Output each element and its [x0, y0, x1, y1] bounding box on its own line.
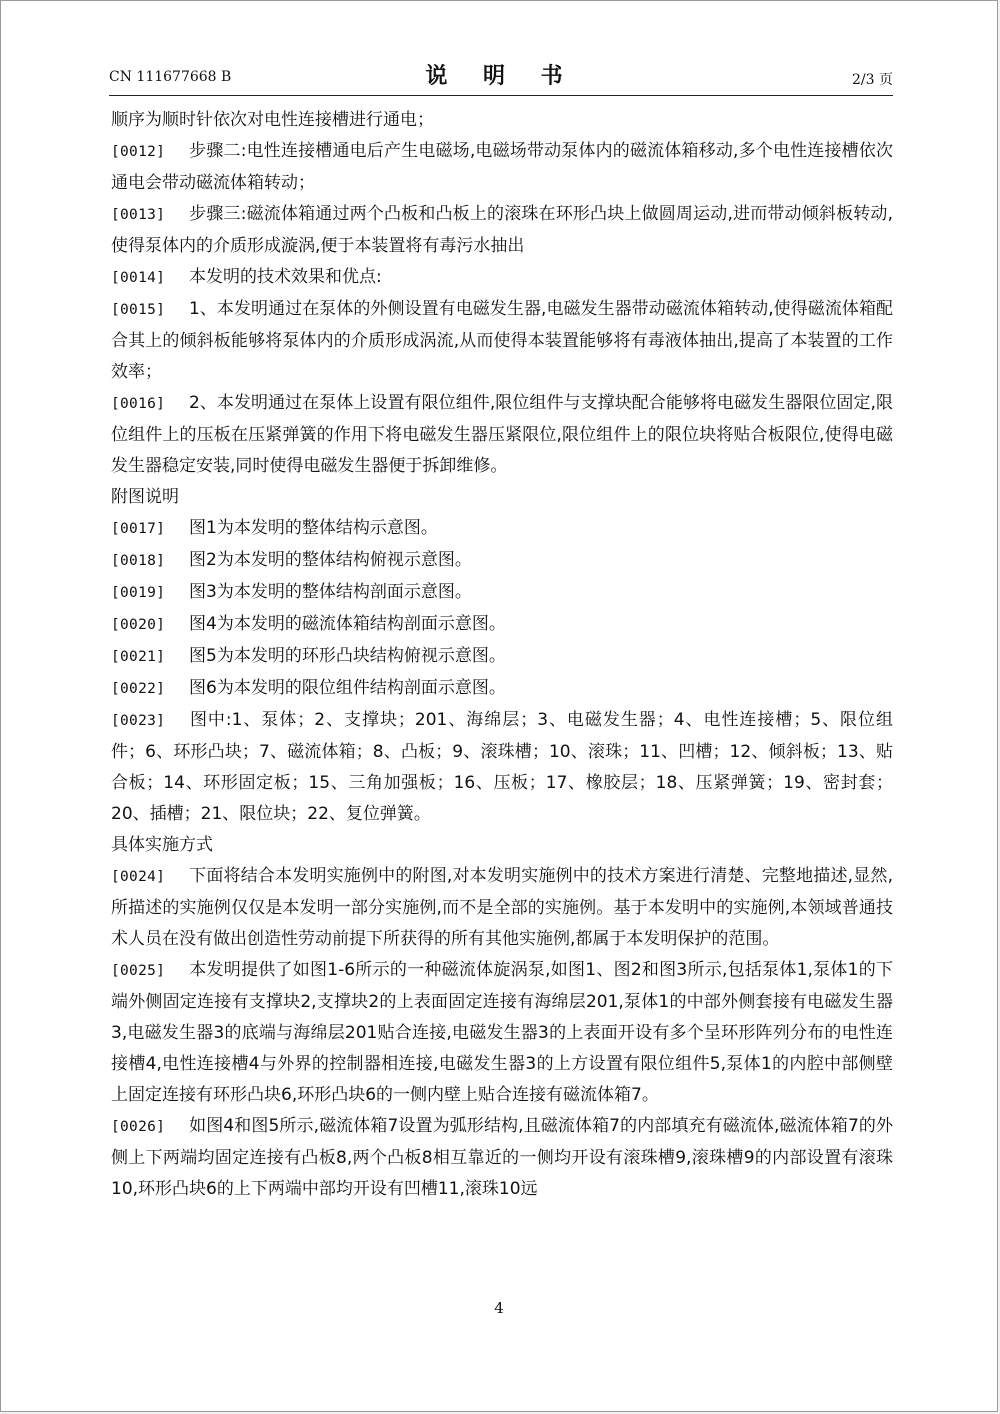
section-heading-figures: 附图说明: [111, 487, 179, 507]
paragraph-text: 步骤二:电性连接槽通电后产生电磁场,电磁场带动泵体内的磁流体箱移动,多个电性连接槽依次通电会带动磁流体箱转动；: [111, 141, 893, 193]
paragraph-0016: [111, 388, 893, 482]
paragraph-0019: [111, 577, 893, 609]
paragraph-number: [0014]: [111, 270, 166, 286]
paragraph-0024: [111, 861, 893, 955]
paragraph-text: 图中:1、泵体；2、支撑块；201、海绵层；3、电磁发生器；4、电性连接槽；5、限位组件；6、环形凸块；7、磁流体箱；8、凸板；9、滚珠槽；10、滚珠；11、凹槽；12、倾斜板；13、贴合板；14、环形固定板；15、三角加强板；16、压板；17、橡胶层；18、压紧弹簧；19、密封套；20、插槽；21、限位块；22、复位弹簧。: [111, 710, 893, 824]
page-counter: 2/3 页: [852, 72, 893, 88]
paragraph-0022: [111, 673, 893, 705]
paragraph-number: [0023]: [111, 713, 166, 729]
paragraph-text: 本发明的技术效果和优点:: [189, 267, 382, 287]
paragraph-0012: [111, 136, 893, 199]
patent-number: CN 111677668 B: [109, 69, 232, 85]
paragraph-text: 下面将结合本发明实施例中的附图,对本发明实施例中的技术方案进行清楚、完整地描述,显然,所描述的实施例仅仅是本发明一部分实施例,而不是全部的实施例。基于本发明中的实施例,本领域普通技术人员在没有做出创造性劳动前提下所获得的所有其他实施例,都属于本发明保护的范围。: [111, 866, 893, 949]
paragraph-number: [0025]: [111, 963, 166, 979]
paragraph-text: 图2为本发明的整体结构俯视示意图。: [189, 550, 472, 570]
section-heading-embodiment: 具体实施方式: [111, 835, 213, 855]
paragraph-0026: [111, 1111, 893, 1205]
paragraph-number: [0026]: [111, 1119, 166, 1135]
paragraph-0021: [111, 641, 893, 673]
page-body: [111, 105, 893, 1205]
paragraph-0015: [111, 294, 893, 388]
paragraph-text: 图1为本发明的整体结构示意图。: [189, 518, 438, 538]
continuation-text: 顺序为顺时针依次对电性连接槽进行通电；: [111, 110, 434, 130]
paragraph-text: 图3为本发明的整体结构剖面示意图。: [189, 582, 472, 602]
paragraph-0018: [111, 545, 893, 577]
paragraph-0013: [111, 199, 893, 262]
paragraph-number: [0021]: [111, 649, 166, 665]
paragraph-text: 步骤三:磁流体箱通过两个凸板和凸板上的滚珠在环形凸块上做圆周运动,进而带动倾斜板转动,使得泵体内的介质形成漩涡,便于本装置将有毒污水抽出: [111, 204, 893, 256]
paragraph-number: [0015]: [111, 302, 166, 318]
paragraph-0014: [111, 262, 893, 294]
paragraph-text: 本发明提供了如图1-6所示的一种磁流体旋涡泵,如图1、图2和图3所示,包括泵体1,泵体1的下端外侧固定连接有支撑块2,支撑块2的上表面固定连接有海绵层201,泵体1的中部外侧套接有电磁发生器3,电磁发生器3的底端与海绵层201贴合连接,电磁发生器3的上表面开设有多个呈环形阵列分布的电性连接槽4,电性连接槽4与外界的控制器相连接,电磁发生器3的上方设置有限位组件5,泵体1的内腔中部侧壁上固定连接有环形凸块6,环形凸块6的一侧内壁上贴合连接有磁流体箱7。: [111, 960, 893, 1105]
page-number: 4: [494, 1299, 504, 1317]
paragraph-0017: [111, 513, 893, 545]
paragraph-number: [0018]: [111, 553, 166, 569]
paragraph-number: [0013]: [111, 207, 166, 223]
paragraph-number: [0019]: [111, 585, 166, 601]
paragraph-text: 1、本发明通过在泵体的外侧设置有电磁发生器,电磁发生器带动磁流体箱转动,使得磁流体箱配合其上的倾斜板能够将泵体内的介质形成涡流,从而使得本装置能够将有毒液体抽出,提高了本装置的工作效率；: [111, 299, 893, 382]
paragraph-text: 2、本发明通过在泵体上设置有限位组件,限位组件与支撑块配合能够将电磁发生器限位固定,限位组件上的压板在压紧弹簧的作用下将电磁发生器压紧限位,限位组件上的限位块将贴合板限位,使得电磁发生器稳定安装,同时使得电磁发生器便于拆卸维修。: [111, 393, 893, 476]
paragraph-text: 如图4和图5所示,磁流体箱7设置为弧形结构,且磁流体箱7的内部填充有磁流体,磁流体箱7的外侧上下两端均固定连接有凸板8,两个凸板8相互靠近的一侧均开设有滚珠槽9,滚珠槽9的内部设置有滚珠10,环形凸块6的上下两端中部均开设有凹槽11,滚珠10远: [111, 1116, 893, 1199]
paragraph-text: 图6为本发明的限位组件结构剖面示意图。: [189, 678, 506, 698]
paragraph-text: 图4为本发明的磁流体箱结构剖面示意图。: [189, 614, 506, 634]
paragraph-number: [0022]: [111, 681, 166, 697]
paragraph-0023: [111, 705, 893, 830]
document-title: 说 明 书: [425, 64, 577, 89]
paragraph-number: [0016]: [111, 396, 166, 412]
paragraph-text: 图5为本发明的环形凸块结构俯视示意图。: [189, 646, 506, 666]
paragraph-number: [0024]: [111, 869, 166, 885]
paragraph-number: [0020]: [111, 617, 166, 633]
page-header: [109, 59, 893, 91]
paragraph-0020: [111, 609, 893, 641]
paragraph-number: [0017]: [111, 521, 166, 537]
paragraph-0025: [111, 955, 893, 1111]
paragraph-number: [0012]: [111, 144, 166, 160]
header-rule: [109, 95, 893, 96]
